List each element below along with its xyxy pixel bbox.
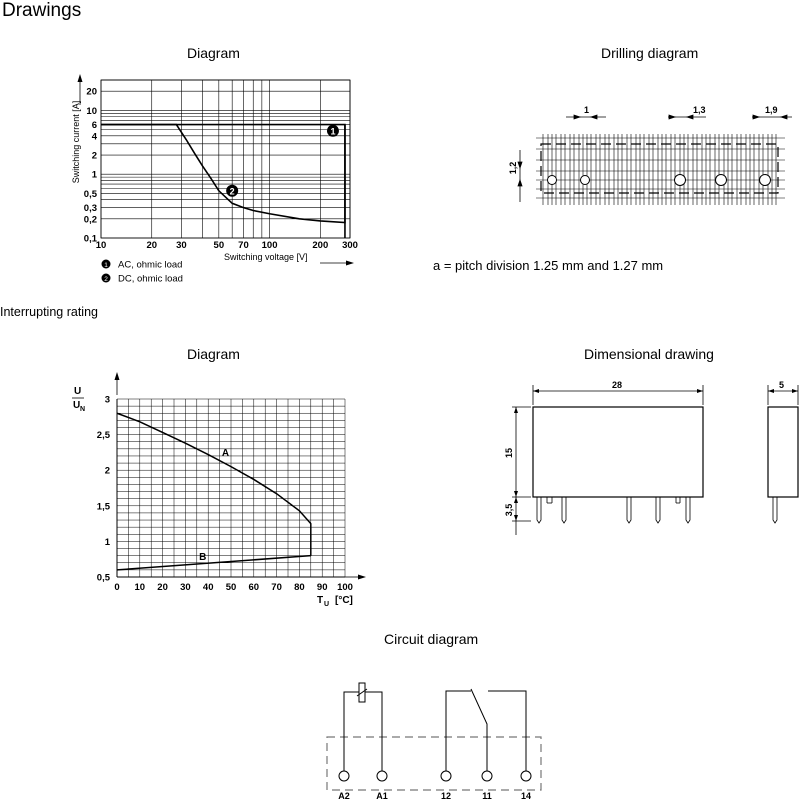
chart2-ytick: 1	[104, 536, 110, 548]
chart1-xlabel: Switching voltage [V]	[224, 252, 308, 262]
pin-label-a1: A1	[376, 791, 388, 800]
chart1-xtick: 100	[261, 240, 278, 251]
drill-dim-3: 1,9	[765, 105, 778, 115]
chart1-ytick: 6	[91, 120, 97, 132]
legend-label-1: AC, ohmic load	[118, 259, 183, 271]
dimensional-title: Dimensional drawing	[584, 346, 714, 362]
chart1-ytick: 1	[91, 169, 97, 181]
drilling-title: Drilling diagram	[601, 45, 699, 61]
chart1-ytick: 2	[91, 150, 97, 162]
terminal-icon	[377, 771, 387, 781]
contact-switch-icon	[471, 689, 487, 776]
diagram2-title: Diagram	[187, 346, 240, 362]
pin-label-14: 14	[520, 791, 532, 800]
chart1-ytick: 0,5	[83, 188, 97, 200]
pitch-note: a = pitch division 1.25 mm and 1.27 mm	[433, 258, 664, 273]
chart2-xtick: 40	[202, 582, 214, 593]
chart1-ytick: 10	[86, 105, 97, 117]
chart1-xtick: 70	[238, 240, 249, 251]
dim-height: 15	[504, 447, 514, 459]
drill-dim-1: 1	[584, 105, 590, 115]
legend-marker-1-text: 1	[104, 262, 108, 269]
chart2-ylabel-top: U	[74, 386, 82, 397]
chart1-ytick: 0,3	[83, 203, 97, 215]
drill-dim-2: 1,3	[693, 105, 706, 115]
legend-marker-2-text: 2	[104, 276, 108, 283]
chart1-xtick: 30	[176, 240, 187, 251]
chart2-xtick: 50	[225, 582, 237, 593]
chart1-ytick: 20	[86, 86, 97, 98]
chart1-series-marker-label-2: 2	[229, 186, 235, 197]
chart1-ylabel: Switching current [A]	[71, 100, 81, 184]
series-label-B: B	[199, 551, 207, 563]
chart1-ytick: 4	[91, 131, 97, 143]
chart2-xlabel: T	[317, 595, 324, 606]
series-label-A: A	[221, 447, 230, 459]
chart1-xtick: 10	[95, 240, 107, 251]
diagram1-title: Diagram	[187, 45, 240, 61]
chart2-xunit: [°C]	[335, 595, 353, 606]
terminal-icon	[441, 771, 451, 781]
section-interrupting-rating: Interrupting rating	[0, 305, 98, 319]
chart2-xtick: 30	[180, 582, 191, 593]
chart2-xtick: 20	[157, 582, 168, 593]
chart1-series-marker-label-1: 1	[330, 126, 336, 137]
terminal-icon	[482, 771, 492, 781]
pin-label-a2: A2	[338, 791, 350, 800]
chart2-xlabel-sub: U	[324, 601, 330, 608]
chart1-xtick: 50	[213, 240, 225, 251]
pin-label-11: 11	[482, 791, 492, 800]
legend-label-2: DC, ohmic load	[118, 273, 183, 285]
drill-dim-4: 1,2	[508, 161, 518, 175]
dim-width: 28	[612, 380, 623, 390]
chart1-ytick: 0,2	[83, 214, 97, 226]
chart2-ytick: 0,5	[96, 572, 110, 584]
chart2-xtick: 90	[316, 582, 328, 593]
chart2-ytick: 3	[104, 394, 110, 406]
chart2-ytick: 2	[104, 465, 110, 477]
terminal-icon	[521, 771, 531, 781]
circuit-housing	[327, 737, 541, 790]
chart2-xtick: 10	[134, 582, 146, 593]
chart2-xtick: 70	[271, 582, 282, 593]
chart2-ytick: 2,5	[96, 430, 110, 442]
contact-nc-line	[446, 691, 471, 776]
chart1-ytick: 0,1	[83, 233, 97, 245]
terminal-icon	[339, 771, 349, 781]
chart1-xtick: 300	[342, 240, 358, 251]
chart2-xtick: 0	[114, 582, 120, 593]
chart2-ytick: 1,5	[96, 501, 110, 513]
chart2-ylabel-sub: N	[80, 406, 86, 413]
chart2-ylabel-bottom: U	[73, 400, 81, 411]
chart2-xtick: 100	[337, 582, 353, 593]
chart2-xtick: 60	[248, 582, 260, 593]
contact-no-line	[488, 691, 526, 776]
chart1-xtick: 200	[312, 240, 329, 251]
dim-pin-length: 3,5	[504, 503, 514, 517]
circuit-title: Circuit diagram	[384, 631, 479, 647]
pin-label-12: 12	[440, 791, 452, 800]
dim-depth: 5	[779, 380, 785, 390]
chart1-xtick: 20	[146, 240, 158, 251]
chart2-xtick: 80	[294, 582, 305, 593]
page-title: Drawings	[2, 0, 82, 21]
